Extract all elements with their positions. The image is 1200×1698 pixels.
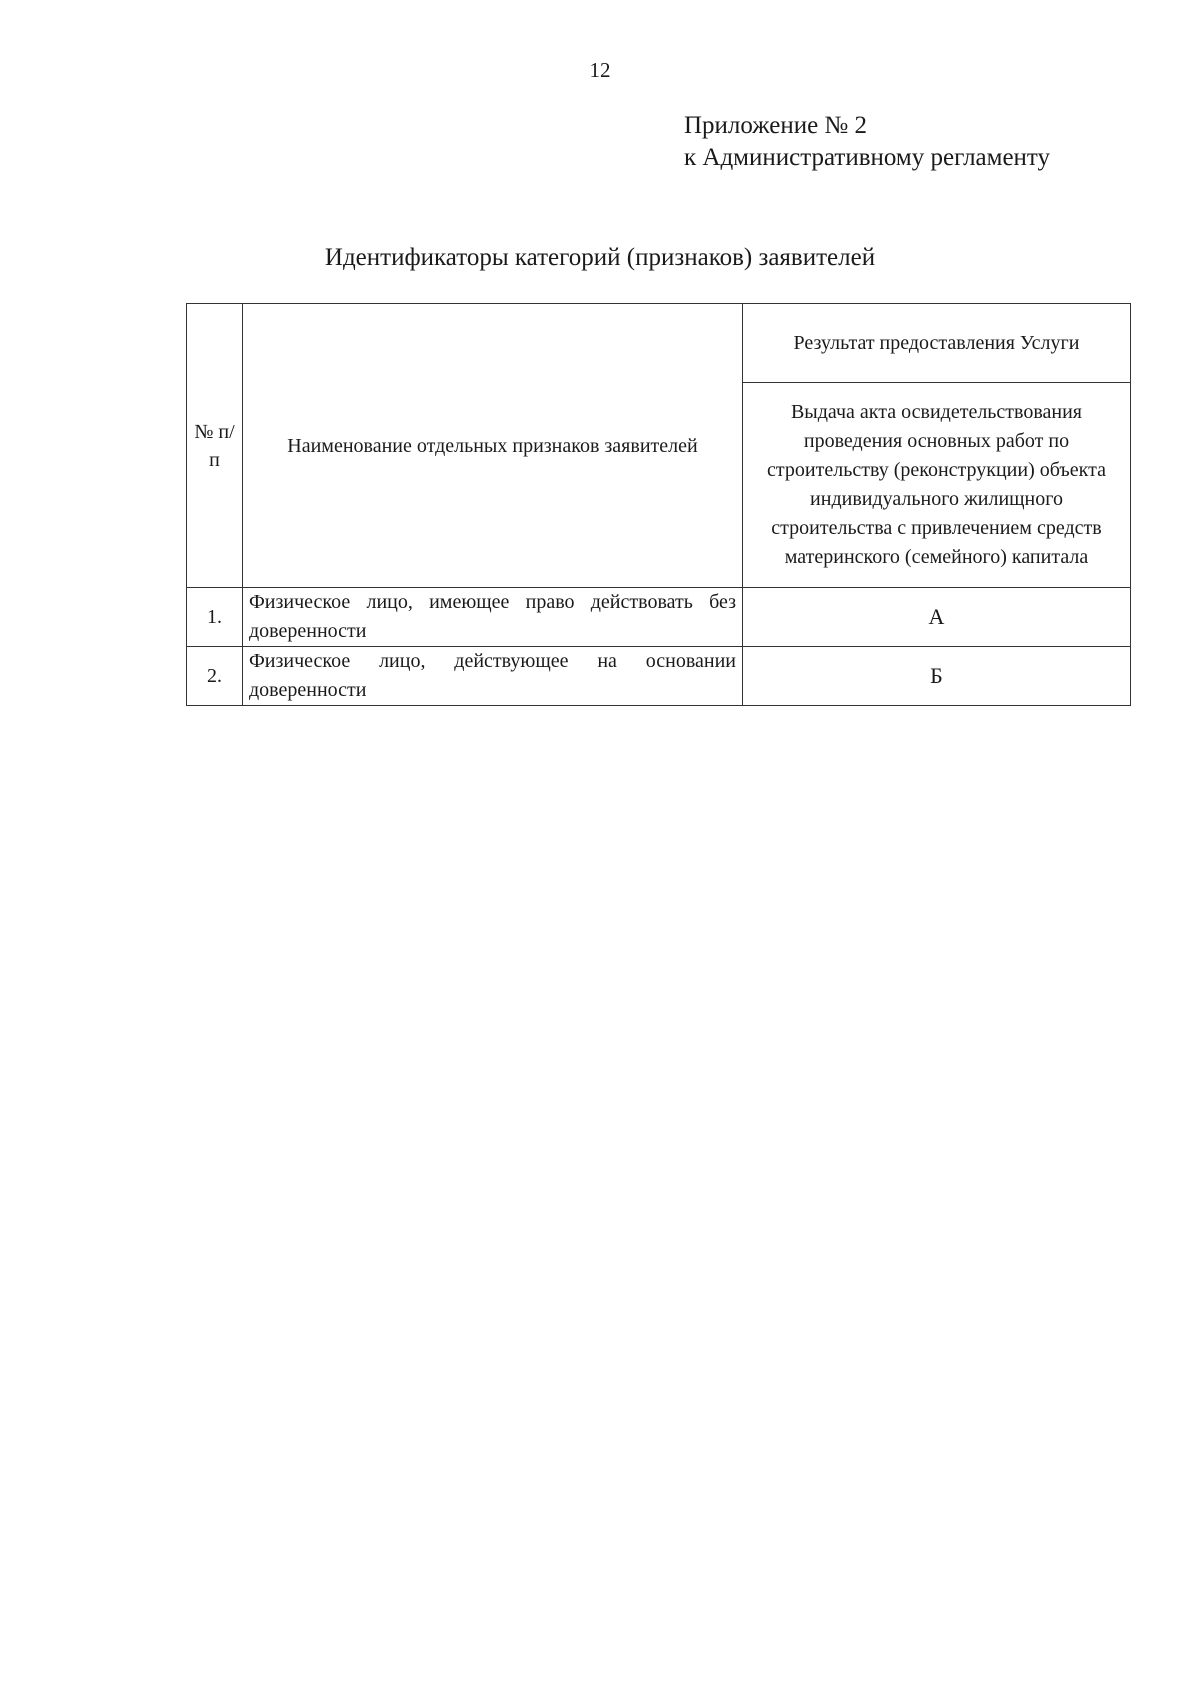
header-number-label: № п/п — [194, 420, 235, 471]
table-row — [187, 647, 1131, 706]
header-result — [743, 304, 1131, 383]
applicant-identifiers-table — [186, 303, 1131, 706]
header-result-label: Результат предоставления Услуги — [793, 332, 1080, 354]
header-number — [187, 304, 243, 588]
row-code: Б — [743, 647, 1131, 706]
appendix-caption — [684, 110, 1050, 174]
header-result-description — [743, 383, 1131, 588]
appendix-line-2: к Административному регламенту — [684, 144, 1051, 171]
row-code: А — [743, 588, 1131, 647]
row-name: Физическое лицо, действующее на основании доверенности — [243, 647, 743, 706]
document-title: Идентификаторы категорий (признаков) заявителей — [324, 244, 876, 271]
header-name — [243, 304, 743, 588]
row-name: Физическое лицо, имеющее право действовать без доверенности — [243, 588, 743, 647]
page-number: 12 — [589, 58, 611, 82]
row-number: 2. — [187, 647, 243, 706]
header-name-label: Наименование отдельных признаков заявителей — [287, 434, 698, 457]
row-number: 1. — [187, 588, 243, 647]
appendix-line-1: Приложение № 2 — [684, 112, 868, 139]
table-row — [187, 588, 1131, 647]
table-header-row-1 — [187, 304, 1131, 383]
header-result-description-label: Выдача акта освидетельствования проведения основных работ по строительству (реконструкции) объекта индивидуального жилищного строительства с привлечением средств материнского (семейного) капитала — [767, 401, 1106, 568]
